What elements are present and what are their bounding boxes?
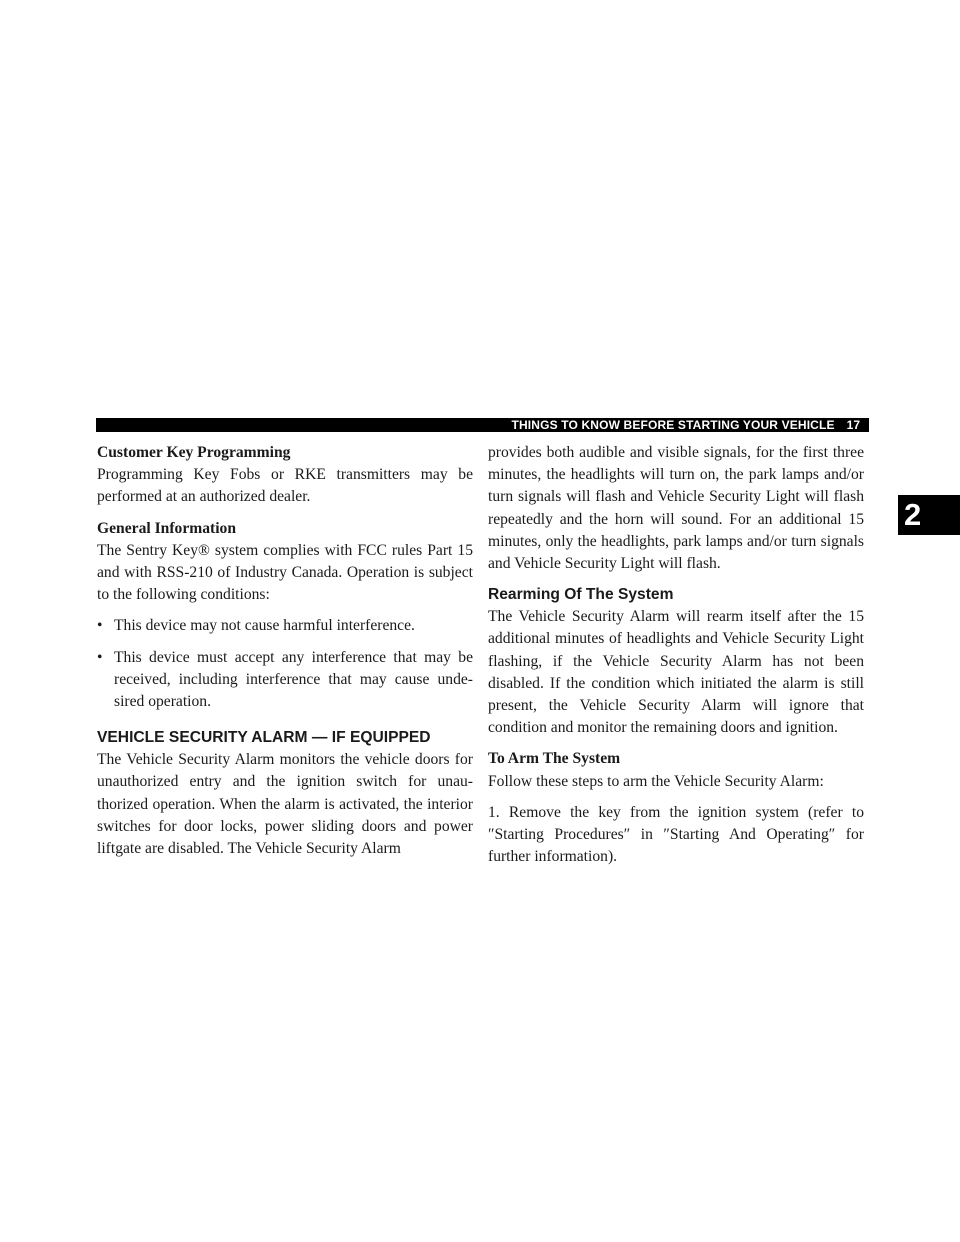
rearm-body: The Vehicle Security Alarm will rearm itself after the 15 additional minutes of headlights and Vehicle Security Light flashing, if the Vehicle Security Alarm has not been disabled. If the condition which initiated the alarm is still present, the Vehicle Security Alarm will ignore that condition and monitor the remaining doors and ignition.: [488, 608, 864, 737]
rearm-heading: Rearming Of The System: [488, 586, 674, 604]
page-number: 17: [846, 418, 860, 432]
alarm-continued-body: provides both audible and visible signals, for the first three minutes, the headlights will turn on, the park lamps and/or turn signals will flash and Vehicle Security Light will flash repeatedly and the horn will sound. For an additional 15 minutes, only the headlights, park lamps and/or turn signals and Vehicle Security Light will flash.: [488, 444, 864, 573]
customer-key-heading: Customer Key Programming: [97, 444, 291, 461]
list-item: • This device must accept any interference that may be received, including interference that may cause unde-sired operation.: [97, 648, 473, 711]
arm-intro: Follow these steps to arm the Vehicle Security Alarm:: [488, 772, 824, 790]
list-item: • This device may not cause harmful interference.: [97, 615, 473, 637]
running-header: [500, 418, 866, 432]
bullet-icon: •: [97, 648, 103, 666]
general-info-heading: General Information: [97, 519, 237, 537]
alarm-section-body: The Vehicle Security Alarm monitors the vehicle doors for unauthorized entry and the ignition switch for unau-thorized operation. When the alarm is activated, the interior switches for door locks, power sliding doors and power liftgate are disabled. The Vehicle Security Alarm: [97, 751, 473, 858]
left-column: [97, 442, 473, 860]
chapter-tab: 2: [898, 495, 960, 535]
general-info-body: The Sentry Key® system complies with FCC rules Part 15 and with RSS-210 of Industry Canada. Operation is subject to the following conditions:: [97, 541, 473, 604]
customer-key-body: Programming Key Fobs or RKE transmitters may be performed at an authorized dealer.: [97, 466, 473, 506]
conditions-list: [97, 615, 473, 713]
right-column: [488, 442, 864, 868]
header-title: THINGS TO KNOW BEFORE STARTING YOUR VEHICLE: [511, 418, 835, 432]
arm-heading: To Arm The System: [488, 750, 621, 768]
alarm-section-heading: VEHICLE SECURITY ALARM — IF EQUIPPED: [97, 729, 431, 747]
bullet-icon: •: [97, 617, 103, 635]
arm-step-1: 1. Remove the key from the ignition system (refer to ″Starting Procedures″ in ″Starting And Operating″ for further information).: [488, 803, 864, 866]
